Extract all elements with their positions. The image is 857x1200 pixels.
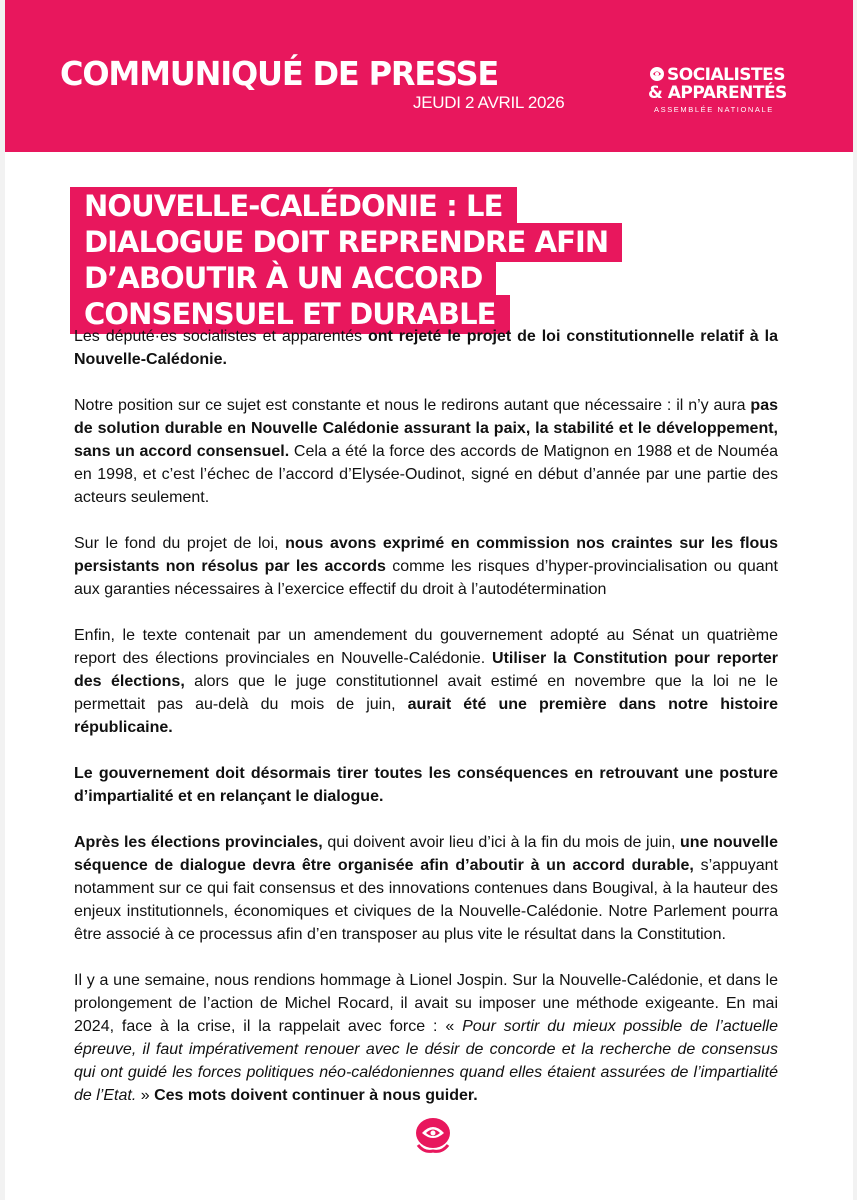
rose-icon [647,66,667,83]
paragraph-bold: une nouvelle séquence de dialogue devra être organisée afin d’aboutir à un accord durable, [74,834,779,874]
paragraph-bold: pas de solution durable en Nouvelle Calédonie assurant la paix, la stabilité et le développement, sans un accord consensuel. [74,397,778,460]
logo-line-3: ASSEMBLÉE NATIONALE [654,105,774,114]
paragraph-bold: aurait été une première dans notre histoire républicaine. [74,696,778,736]
paragraph-text: comme les risques d’hyper-provincialisation ou quant aux garanties nécessaires à l’exercice effectif du droit à l’autodétermination [74,558,778,598]
party-logo [641,62,801,122]
paragraph-1 [74,325,778,371]
logo-line-2: & APPARENTÉS [648,83,787,103]
paragraph-6 [74,831,778,946]
header-banner [5,0,853,152]
quote-text: Pour sortir du mieux possible de l’actuelle épreuve, il faut impérativement renouer avec le désir de concorde et la recherche de consensus qui ont guidé les forces politiques néo-calédoniennes quand elles étaient assurées de l’impartialité de l’Etat. [74,1018,778,1104]
paragraph-text: » [136,1087,155,1104]
logo-line-1: SOCIALISTES [667,65,786,85]
paragraph-bold: ont rejeté le projet de loi constitutionnelle relatif à la Nouvelle-Calédonie. [74,328,779,368]
paragraph-bold: Après les élections provinciales, [74,834,323,851]
paragraph-text: Notre position sur ce sujet est constante et nous le redirons autant que nécessaire : il n’y aura [74,397,751,414]
paragraph-bold: Ces mots doivent continuer à nous guider. [154,1087,478,1104]
release-date: JEUDI 2 AVRIL 2026 [413,93,565,112]
paragraph-5 [74,762,778,808]
headline-text: NOUVELLE-CALÉDONIE : LE DIALOGUE DOIT REPRENDRE AFIN D’ABOUTIR À UN ACCORD CONSENSUEL ET DURABLE [70,187,622,334]
headline [70,188,660,332]
page-title: COMMUNIQUÉ DE PRESSE [60,54,499,93]
paragraph-bold: Utiliser la Constitution pour reporter des élections, [74,650,778,690]
press-release-page [5,0,853,1200]
paragraph-text: s’appuyant notamment sur ce qui fait consensus et des innovations contenues dans Bougival, à la hauteur des enjeux institutionnels, économiques et civiques de la Nouvelle-Calédonie. Notre Parlement pourra être associé à ce processus afin d’en transposer au plus vite le résultat dans la Constitution. [74,857,779,943]
paragraph-2 [74,394,778,509]
rose-icon [410,1115,456,1155]
body-text [74,325,778,1130]
paragraph-7 [74,969,778,1107]
paragraph-text: qui doivent avoir lieu d’ici à la fin du mois de juin, [322,834,681,851]
paragraph-text: alors que le juge constitutionnel avait estimé en novembre que la loi ne le permettait pas au-delà du mois de juin, [74,673,778,713]
paragraph-text: Il y a une semaine, nous rendions hommage à Lionel Jospin. Sur la Nouvelle-Calédonie, et dans le prolongement de l’action de Michel Rocard, il avait su imposer une méthode exigeante. En mai 2024, face à la crise, il la rappelait avec force : « [74,972,778,1035]
paragraph-bold: Le gouvernement doit désormais tirer toutes les conséquences en retrouvant une posture d’impartialité et en relançant le dialogue. [74,765,778,805]
paragraph-text: Sur le fond du projet de loi, [74,535,286,552]
paragraph-text: Cela a été la force des accords de Matignon en 1988 et de Nouméa en 1998, et c’est l’échec de l’accord d’Elysée-Oudinot, signé en début d’année par une partie des acteurs seulement. [74,443,779,506]
paragraph-4 [74,624,778,739]
paragraph-3 [74,532,778,601]
paragraph-bold: nous avons exprimé en commission nos craintes sur les flous persistants non résolus par les accords [74,535,778,575]
paragraph-text: Enfin, le texte contenait par un amendement du gouvernement adopté au Sénat un quatrième report des élections provinciales en Nouvelle-Calédonie. [74,627,778,667]
paragraph-text: Les député·es socialistes et apparentés [74,328,368,345]
